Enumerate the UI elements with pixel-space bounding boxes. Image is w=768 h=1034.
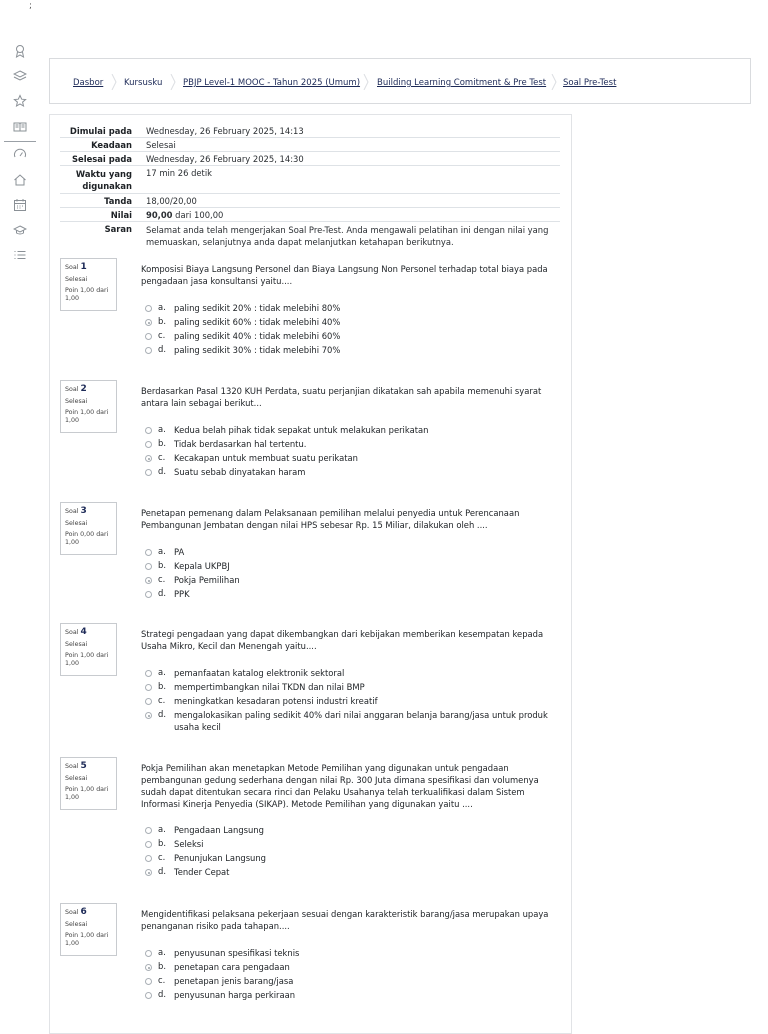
question-state: Selesai: [65, 641, 88, 649]
star-icon[interactable]: [13, 94, 27, 108]
option-letter: c.: [158, 975, 166, 985]
option-letter: c.: [158, 852, 166, 862]
option-text: Pengadaan Langsung: [174, 825, 264, 835]
chevron-right-icon: [363, 74, 369, 90]
option-text: paling sedikit 60% : tidak melebihi 40%: [174, 317, 341, 327]
question-number-value: 2: [80, 384, 87, 394]
attempt-summary-table: [60, 124, 560, 249]
question-state: Selesai: [65, 276, 88, 284]
radio-button[interactable]: [145, 427, 152, 434]
option-text: PPK: [174, 589, 190, 599]
radio-button[interactable]: [145, 841, 152, 848]
question-text: Mengidentifikasi pelaksana pekerjaan sesuai dengan karakteristik barang/jasa merupakan upaya penanganan risiko pada tahapan....: [141, 909, 549, 931]
option-letter: b.: [158, 316, 166, 326]
answer-option[interactable]: [145, 560, 550, 574]
rail-divider: [4, 141, 36, 142]
option-text: Kedua belah pihak tidak sepakat untuk melakukan perikatan: [174, 425, 429, 435]
question-state: Selesai: [65, 775, 88, 783]
question-points: Poin 1,00 dari 1,00: [65, 652, 109, 667]
summary-row-completed: [60, 152, 560, 166]
radio-button[interactable]: [145, 305, 152, 312]
answer-option[interactable]: [145, 546, 550, 560]
option-letter: c.: [158, 695, 166, 705]
answer-option[interactable]: [145, 866, 550, 880]
option-text: paling sedikit 30% : tidak melebihi 70%: [174, 345, 341, 355]
question-text: Berdasarkan Pasal 1320 KUH Perdata, suatu perjanjian dikatakan sah apabila memenuhi syarat antara lain sebagai berikut...: [141, 386, 542, 408]
soal-label: Soal: [65, 508, 79, 515]
option-letter: a.: [158, 424, 166, 434]
question-info-box: [60, 502, 117, 555]
option-letter: a.: [158, 667, 166, 677]
answer-option[interactable]: [145, 989, 550, 1003]
summary-value: 17 min 26 detik: [146, 168, 213, 178]
question-state: Selesai: [65, 520, 88, 528]
question-points: Poin 1,00 dari 1,00: [65, 409, 109, 424]
option-text: penetapan cara pengadaan: [174, 962, 290, 972]
summary-value: Wednesday, 26 February 2025, 14:13: [146, 126, 304, 136]
soal-label: Soal: [65, 763, 79, 770]
option-text: Tidak berdasarkan hal tertentu.: [174, 439, 307, 449]
option-letter: d.: [158, 709, 166, 719]
chevron-right-icon: [551, 74, 557, 90]
answer-option[interactable]: [145, 852, 550, 866]
answer-option[interactable]: [145, 452, 550, 466]
top-mark: ;: [29, 1, 33, 11]
radio-button[interactable]: [145, 712, 152, 719]
question-info-box: [60, 380, 117, 433]
answer-option[interactable]: [145, 947, 550, 961]
radio-button[interactable]: [145, 577, 152, 584]
option-text: Kecakapan untuk membuat suatu perikatan: [174, 453, 358, 463]
question-number: [65, 384, 112, 395]
answer-option[interactable]: [145, 824, 550, 838]
summary-value: 18,00/20,00: [146, 196, 197, 206]
question-info-box: [60, 623, 117, 676]
question-text: Pokja Pemilihan akan menetapkan Metode Pemilihan yang digunakan untuk pengadaan pembangunan gedung sederhana dengan nilai Rp. 300 Juta dimana spesifikasi dan volumenya sudah dapat ditentukan secara rinci dan Pelaku Usahanya telah terkualifikasi dalam Sistem Informasi Kinerja Penyedia (SIKAP). Metode Pemilihan yang digunakan yaitu ....: [141, 763, 539, 809]
option-letter: a.: [158, 546, 166, 556]
radio-button[interactable]: [145, 319, 152, 326]
calendar-icon[interactable]: [13, 198, 27, 212]
option-text: PA: [174, 547, 185, 557]
summary-label: Saran: [104, 224, 132, 234]
answer-option[interactable]: [145, 302, 550, 316]
radio-button[interactable]: [145, 684, 152, 691]
answer-option[interactable]: [145, 961, 550, 975]
radio-button[interactable]: [145, 455, 152, 462]
option-letter: d.: [158, 466, 166, 476]
graduation-cap-icon[interactable]: [13, 223, 27, 237]
summary-row-feedback: [60, 222, 560, 249]
option-letter: d.: [158, 989, 166, 999]
summary-row-time-taken: [60, 166, 560, 194]
radio-button[interactable]: [145, 670, 152, 677]
book-icon[interactable]: [13, 120, 27, 134]
option-letter: a.: [158, 947, 166, 957]
question-number-value: 3: [80, 506, 87, 516]
option-text: paling sedikit 40% : tidak melebihi 60%: [174, 331, 341, 341]
list-icon[interactable]: [13, 248, 27, 262]
option-text: paling sedikit 20% : tidak melebihi 80%: [174, 303, 341, 313]
grade-value: 90,00: [146, 210, 173, 220]
radio-button[interactable]: [145, 549, 152, 556]
badge-icon[interactable]: [13, 44, 27, 58]
soal-label: Soal: [65, 629, 79, 636]
breadcrumb-dasbor[interactable]: Dasbor: [73, 78, 104, 88]
answer-option[interactable]: [145, 667, 550, 681]
answer-option[interactable]: [145, 316, 550, 330]
question-state: Selesai: [65, 921, 88, 929]
answer-option[interactable]: [145, 574, 550, 588]
option-text: mengalokasikan paling sedikit 40% dari nilai anggaran belanja barang/jasa untuk produk usaha kecil: [174, 710, 548, 732]
radio-button[interactable]: [145, 964, 152, 971]
option-letter: b.: [158, 838, 166, 848]
question-number-value: 1: [80, 262, 87, 272]
radio-button[interactable]: [145, 698, 152, 705]
question-number-value: 4: [80, 627, 87, 637]
layers-icon[interactable]: [13, 69, 27, 83]
question-points: Poin 1,00 dari 1,00: [65, 786, 109, 801]
radio-button[interactable]: [145, 441, 152, 448]
summary-label: Selesai pada: [72, 154, 132, 164]
chevron-right-icon: [170, 74, 176, 90]
summary-label: Waktu yang digunakan: [75, 169, 132, 191]
option-letter: c.: [158, 452, 166, 462]
chevron-right-icon: [111, 74, 117, 90]
summary-value: [140, 208, 560, 221]
answer-options: [145, 947, 550, 1003]
answer-options: [145, 667, 550, 735]
option-letter: c.: [158, 330, 166, 340]
option-text: Penunjukan Langsung: [174, 853, 266, 863]
answer-option[interactable]: [145, 330, 550, 344]
summary-row-state: [60, 138, 560, 152]
soal-label: Soal: [65, 909, 79, 916]
soal-label: Soal: [65, 386, 79, 393]
breadcrumb-kursusku[interactable]: Kursusku: [124, 78, 163, 88]
radio-button[interactable]: [145, 347, 152, 354]
summary-label: Nilai: [110, 210, 132, 220]
home-icon[interactable]: [13, 173, 27, 187]
answer-options: [145, 302, 550, 358]
option-text: pemanfaatan katalog elektronik sektoral: [174, 668, 345, 678]
option-text: Seleksi: [174, 839, 204, 849]
option-text: Pokja Pemilihan: [174, 575, 240, 585]
question-info-box: [60, 903, 117, 956]
summary-row-grade: [60, 208, 560, 222]
summary-label: Keadaan: [91, 140, 132, 150]
option-letter: d.: [158, 344, 166, 354]
question-points: Poin 1,00 dari 1,00: [65, 932, 109, 947]
option-letter: a.: [158, 302, 166, 312]
option-text: penetapan jenis barang/jasa: [174, 976, 294, 986]
question-text: Strategi pengadaan yang dapat dikembangkan dari kebijakan memberikan kesempatan kepada Usaha Mikro, Kecil dan Menengah yaitu....: [141, 629, 544, 651]
breadcrumb-section[interactable]: Building Learning Comitment & Pre Test: [377, 78, 547, 88]
option-letter: b.: [158, 681, 166, 691]
question-text: Penetapan pemenang dalam Pelaksanaan pemilihan melalui penyedia untuk Perencanaan Pembangunan Jembatan dengan nilai HPS sebesar Rp. 15 Miliar, dilakukan oleh ....: [141, 508, 520, 530]
answer-options: [145, 824, 550, 880]
answer-option[interactable]: [145, 709, 550, 735]
question-points: Poin 0,00 dari 1,00: [65, 531, 109, 546]
option-text: Kepala UKPBJ: [174, 561, 230, 571]
option-letter: b.: [158, 560, 166, 570]
option-text: Tender Cepat: [174, 867, 230, 877]
radio-button[interactable]: [145, 333, 152, 340]
question-number-value: 6: [80, 907, 87, 917]
summary-value: Selamat anda telah mengerjakan Soal Pre-Test. Anda mengawali pelatihan ini dengan nilai yang memuaskan, selanjutnya anda dapat melanjutkan ketahapan berikutnya.: [146, 225, 549, 247]
radio-button[interactable]: [145, 869, 152, 876]
summary-label: Tanda: [104, 196, 132, 206]
answer-options: [145, 424, 550, 480]
dashboard-icon[interactable]: [13, 147, 27, 161]
radio-button[interactable]: [145, 992, 152, 999]
summary-value: Selesai: [146, 140, 176, 150]
summary-value: Wednesday, 26 February 2025, 14:30: [146, 154, 304, 164]
option-text: mempertimbangkan nilai TKDN dan nilai BMP: [174, 682, 365, 692]
breadcrumb-quiz[interactable]: Soal Pre-Test: [563, 78, 617, 88]
answer-options: [145, 546, 550, 602]
radio-button[interactable]: [145, 978, 152, 985]
radio-button[interactable]: [145, 855, 152, 862]
option-letter: b.: [158, 961, 166, 971]
question-state: Selesai: [65, 398, 88, 406]
option-text: penyusunan spesifikasi teknis: [174, 948, 300, 958]
option-letter: a.: [158, 824, 166, 834]
summary-row-marks: [60, 194, 560, 208]
breadcrumb: [49, 58, 751, 104]
option-letter: c.: [158, 574, 166, 584]
question-number: [65, 907, 112, 918]
radio-button[interactable]: [145, 827, 152, 834]
option-letter: b.: [158, 438, 166, 448]
summary-row-started: [60, 124, 560, 138]
radio-button[interactable]: [145, 591, 152, 598]
radio-button[interactable]: [145, 950, 152, 957]
radio-button[interactable]: [145, 563, 152, 570]
question-number-value: 5: [80, 761, 87, 771]
answer-option[interactable]: [145, 438, 550, 452]
answer-option[interactable]: [145, 975, 550, 989]
question-number: [65, 627, 112, 638]
option-letter: d.: [158, 866, 166, 876]
radio-button[interactable]: [145, 469, 152, 476]
answer-option[interactable]: [145, 424, 550, 438]
question-text: Komposisi Biaya Langsung Personel dan Biaya Langsung Non Personel terhadap total biaya pada pengadaan jasa konsultansi yaitu....: [141, 264, 548, 286]
option-letter: d.: [158, 588, 166, 598]
question-info-box: [60, 757, 117, 810]
summary-label: Dimulai pada: [69, 126, 132, 136]
soal-label: Soal: [65, 264, 79, 271]
grade-max: dari 100,00: [172, 210, 224, 220]
answer-option[interactable]: [145, 466, 550, 480]
option-text: Suatu sebab dinyatakan haram: [174, 467, 306, 477]
question-number: [65, 761, 112, 772]
answer-option[interactable]: [145, 344, 550, 358]
question-number: [65, 262, 112, 273]
answer-option[interactable]: [145, 695, 550, 709]
breadcrumb-course[interactable]: PBJP Level-1 MOOC - Tahun 2025 (Umum): [183, 78, 361, 88]
answer-option[interactable]: [145, 838, 550, 852]
option-text: penyusunan harga perkiraan: [174, 990, 296, 1000]
answer-option[interactable]: [145, 588, 550, 602]
question-info-box: [60, 258, 117, 311]
question-number: [65, 506, 112, 517]
question-points: Poin 1,00 dari 1,00: [65, 287, 109, 302]
answer-option[interactable]: [145, 681, 550, 695]
option-text: meningkatkan kesadaran potensi industri kreatif: [174, 696, 378, 706]
